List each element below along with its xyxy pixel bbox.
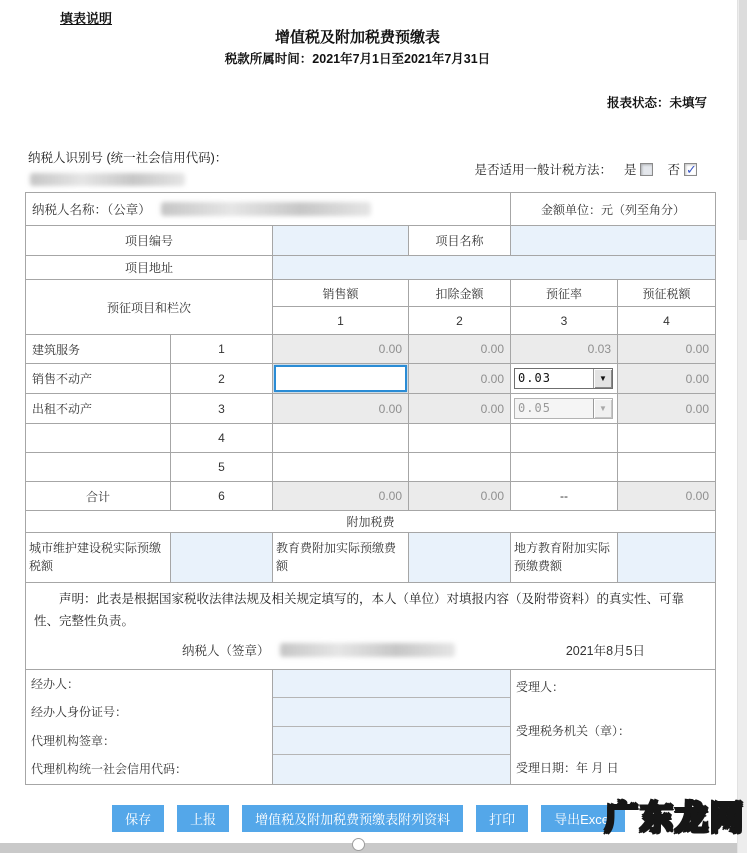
export-excel-button[interactable]: 导出Excel (541, 805, 625, 832)
agency-seal-input[interactable] (273, 727, 510, 756)
project-address-label: 项目地址 (26, 256, 273, 280)
empty-cell (618, 424, 716, 453)
general-method-row (474, 160, 707, 178)
taxpayer-name-cell (26, 193, 511, 226)
agency-code-label: 代理机构统一社会信用代码： (31, 762, 188, 777)
total-deduction-value: 0.00 (409, 482, 511, 511)
local-education-surcharge-label: 地方教育附加实际预缴费额 (511, 533, 618, 583)
rate-selected-value: 0.03 (518, 371, 551, 385)
surcharge-section-title: 附加税费 (26, 511, 716, 533)
total-tax-value: 0.00 (618, 482, 716, 511)
empty-cell (409, 424, 511, 453)
horizontal-scrollbar-knob[interactable] (352, 838, 365, 851)
method-yes-checkbox[interactable] (640, 163, 653, 176)
tax-office-label: 受理税务机关（章）： (516, 723, 631, 738)
method-yes-label: 是 (623, 163, 637, 177)
table-row (26, 335, 716, 364)
declaration-text: 声明：此表是根据国家税收法律法规及相关规定填写的，本人（单位）对填报内容（及附带资料）的真实性、可靠性、完整性负责。 (34, 592, 685, 628)
col-number-2: 2 (409, 307, 511, 335)
table-row (26, 394, 716, 424)
total-sales-value: 0.00 (273, 482, 409, 511)
taxpayer-name-label: 纳税人名称：（公章） (32, 203, 151, 217)
lease-realestate-deduction-value: 0.00 (409, 394, 511, 424)
project-number-input[interactable] (273, 226, 409, 256)
filling-instructions-link[interactable]: 填表说明 (60, 11, 113, 26)
row-label-lease-realestate: 出租不动产 (26, 394, 171, 424)
agent-id-input[interactable] (273, 698, 510, 727)
site-watermark: 广东龙网 (605, 799, 745, 836)
agency-code-input[interactable] (273, 755, 510, 784)
agent-input[interactable] (273, 670, 510, 699)
receive-date-label: 受理日期：年 月 日 (516, 760, 619, 775)
taxpayer-name-redacted (161, 202, 371, 216)
row-label-empty-5 (26, 453, 171, 482)
col-header-rate: 预征率 (511, 280, 618, 307)
method-no-label: 否 (667, 163, 680, 177)
submit-button[interactable]: 上报 (177, 805, 229, 832)
construction-tax-value: 0.00 (618, 335, 716, 364)
city-maintenance-tax-input[interactable] (171, 533, 273, 583)
project-name-input[interactable] (511, 226, 716, 256)
agent-label: 经办人： (31, 676, 80, 691)
education-surcharge-label: 教育费附加实际预缴费额 (273, 533, 409, 583)
lease-realestate-sales-value: 0.00 (273, 394, 409, 424)
empty-cell (273, 453, 409, 482)
acceptance-cell (511, 669, 716, 784)
chevron-down-icon[interactable]: ▼ (593, 369, 612, 388)
agent-id-label: 经办人身份证号： (31, 705, 128, 720)
report-status: 报表状态：未填写 (606, 96, 707, 110)
local-education-surcharge-input[interactable] (618, 533, 716, 583)
sell-realestate-deduction-value: 0.00 (409, 364, 511, 394)
sell-realestate-rate-dropdown[interactable] (514, 368, 613, 389)
row-no: 4 (171, 424, 273, 453)
amount-unit-label: 金额单位：元（列至角分） (511, 193, 716, 226)
vertical-scrollbar-thumb[interactable] (739, 0, 747, 240)
project-address-input[interactable] (273, 256, 716, 280)
col-number-1: 1 (273, 307, 409, 335)
row-label-total: 合计 (26, 482, 171, 511)
chevron-down-icon: ▼ (593, 399, 612, 418)
project-number-label: 项目编号 (26, 226, 273, 256)
col-number-3: 3 (511, 307, 618, 335)
col-header-tax: 预征税额 (618, 280, 716, 307)
method-no-checkbox[interactable] (684, 163, 697, 176)
sell-realestate-tax-value: 0.00 (618, 364, 716, 394)
construction-rate-value: 0.03 (511, 335, 618, 364)
page-title: 增值税及附加税费预缴表 (274, 29, 440, 46)
print-button[interactable]: 打印 (476, 805, 528, 832)
row-label-sell-realestate: 销售不动产 (26, 364, 171, 394)
save-button[interactable]: 保存 (112, 805, 164, 832)
table-row (26, 364, 716, 394)
handler-labels-cell (26, 669, 273, 784)
matrix-header: 预征项目和栏次 (26, 280, 273, 335)
row-label-empty-4 (26, 424, 171, 453)
horizontal-scrollbar[interactable] (0, 843, 737, 853)
action-button-bar (0, 805, 737, 832)
project-name-label: 项目名称 (409, 226, 511, 256)
col-number-4: 4 (618, 307, 716, 335)
education-surcharge-input[interactable] (409, 533, 511, 583)
prepayment-table (25, 192, 716, 785)
rate-selected-value: 0.05 (518, 401, 551, 415)
table-row (26, 453, 716, 482)
signature-date: 2021年8月5日 (565, 643, 646, 658)
empty-cell (618, 453, 716, 482)
agency-seal-label: 代理机构签章： (31, 733, 116, 748)
empty-cell (409, 453, 511, 482)
attachment-button[interactable]: 增值税及附加税费预缴表附列资料 (242, 805, 463, 832)
col-header-sales: 销售额 (273, 280, 409, 307)
empty-cell (511, 424, 618, 453)
table-row (26, 482, 716, 511)
signature-redacted (280, 643, 455, 657)
sell-realestate-sales-input[interactable] (274, 365, 407, 392)
row-no: 5 (171, 453, 273, 482)
construction-deduction-value: 0.00 (409, 335, 511, 364)
declaration-cell (26, 583, 716, 670)
row-no: 6 (171, 482, 273, 511)
total-rate-value: -- (511, 482, 618, 511)
empty-cell (273, 424, 409, 453)
taxpayer-id-redacted (30, 173, 185, 186)
construction-sales-value: 0.00 (273, 335, 409, 364)
empty-cell (511, 453, 618, 482)
row-no: 3 (171, 394, 273, 424)
city-maintenance-tax-label: 城市维护建设税实际预缴税额 (26, 533, 171, 583)
signature-label: 纳税人（签章） (182, 643, 270, 658)
col-header-deduction: 扣除金额 (409, 280, 511, 307)
receiver-label: 受理人： (516, 679, 565, 694)
handler-inputs-cell (273, 669, 511, 784)
row-label-construction: 建筑服务 (26, 335, 171, 364)
row-no: 2 (171, 364, 273, 394)
taxpayer-id-label: 纳税人识别号 (统一社会信用代码)： (28, 151, 228, 165)
lease-realestate-rate-dropdown (514, 398, 613, 419)
lease-realestate-tax-value: 0.00 (618, 394, 716, 424)
vertical-scrollbar[interactable] (737, 0, 747, 853)
table-row (26, 424, 716, 453)
row-no: 1 (171, 335, 273, 364)
tax-period: 税款所属时间：2021年7月1日至2021年7月31日 (224, 52, 491, 66)
general-method-question: 是否适用一般计税方法： (474, 163, 612, 177)
